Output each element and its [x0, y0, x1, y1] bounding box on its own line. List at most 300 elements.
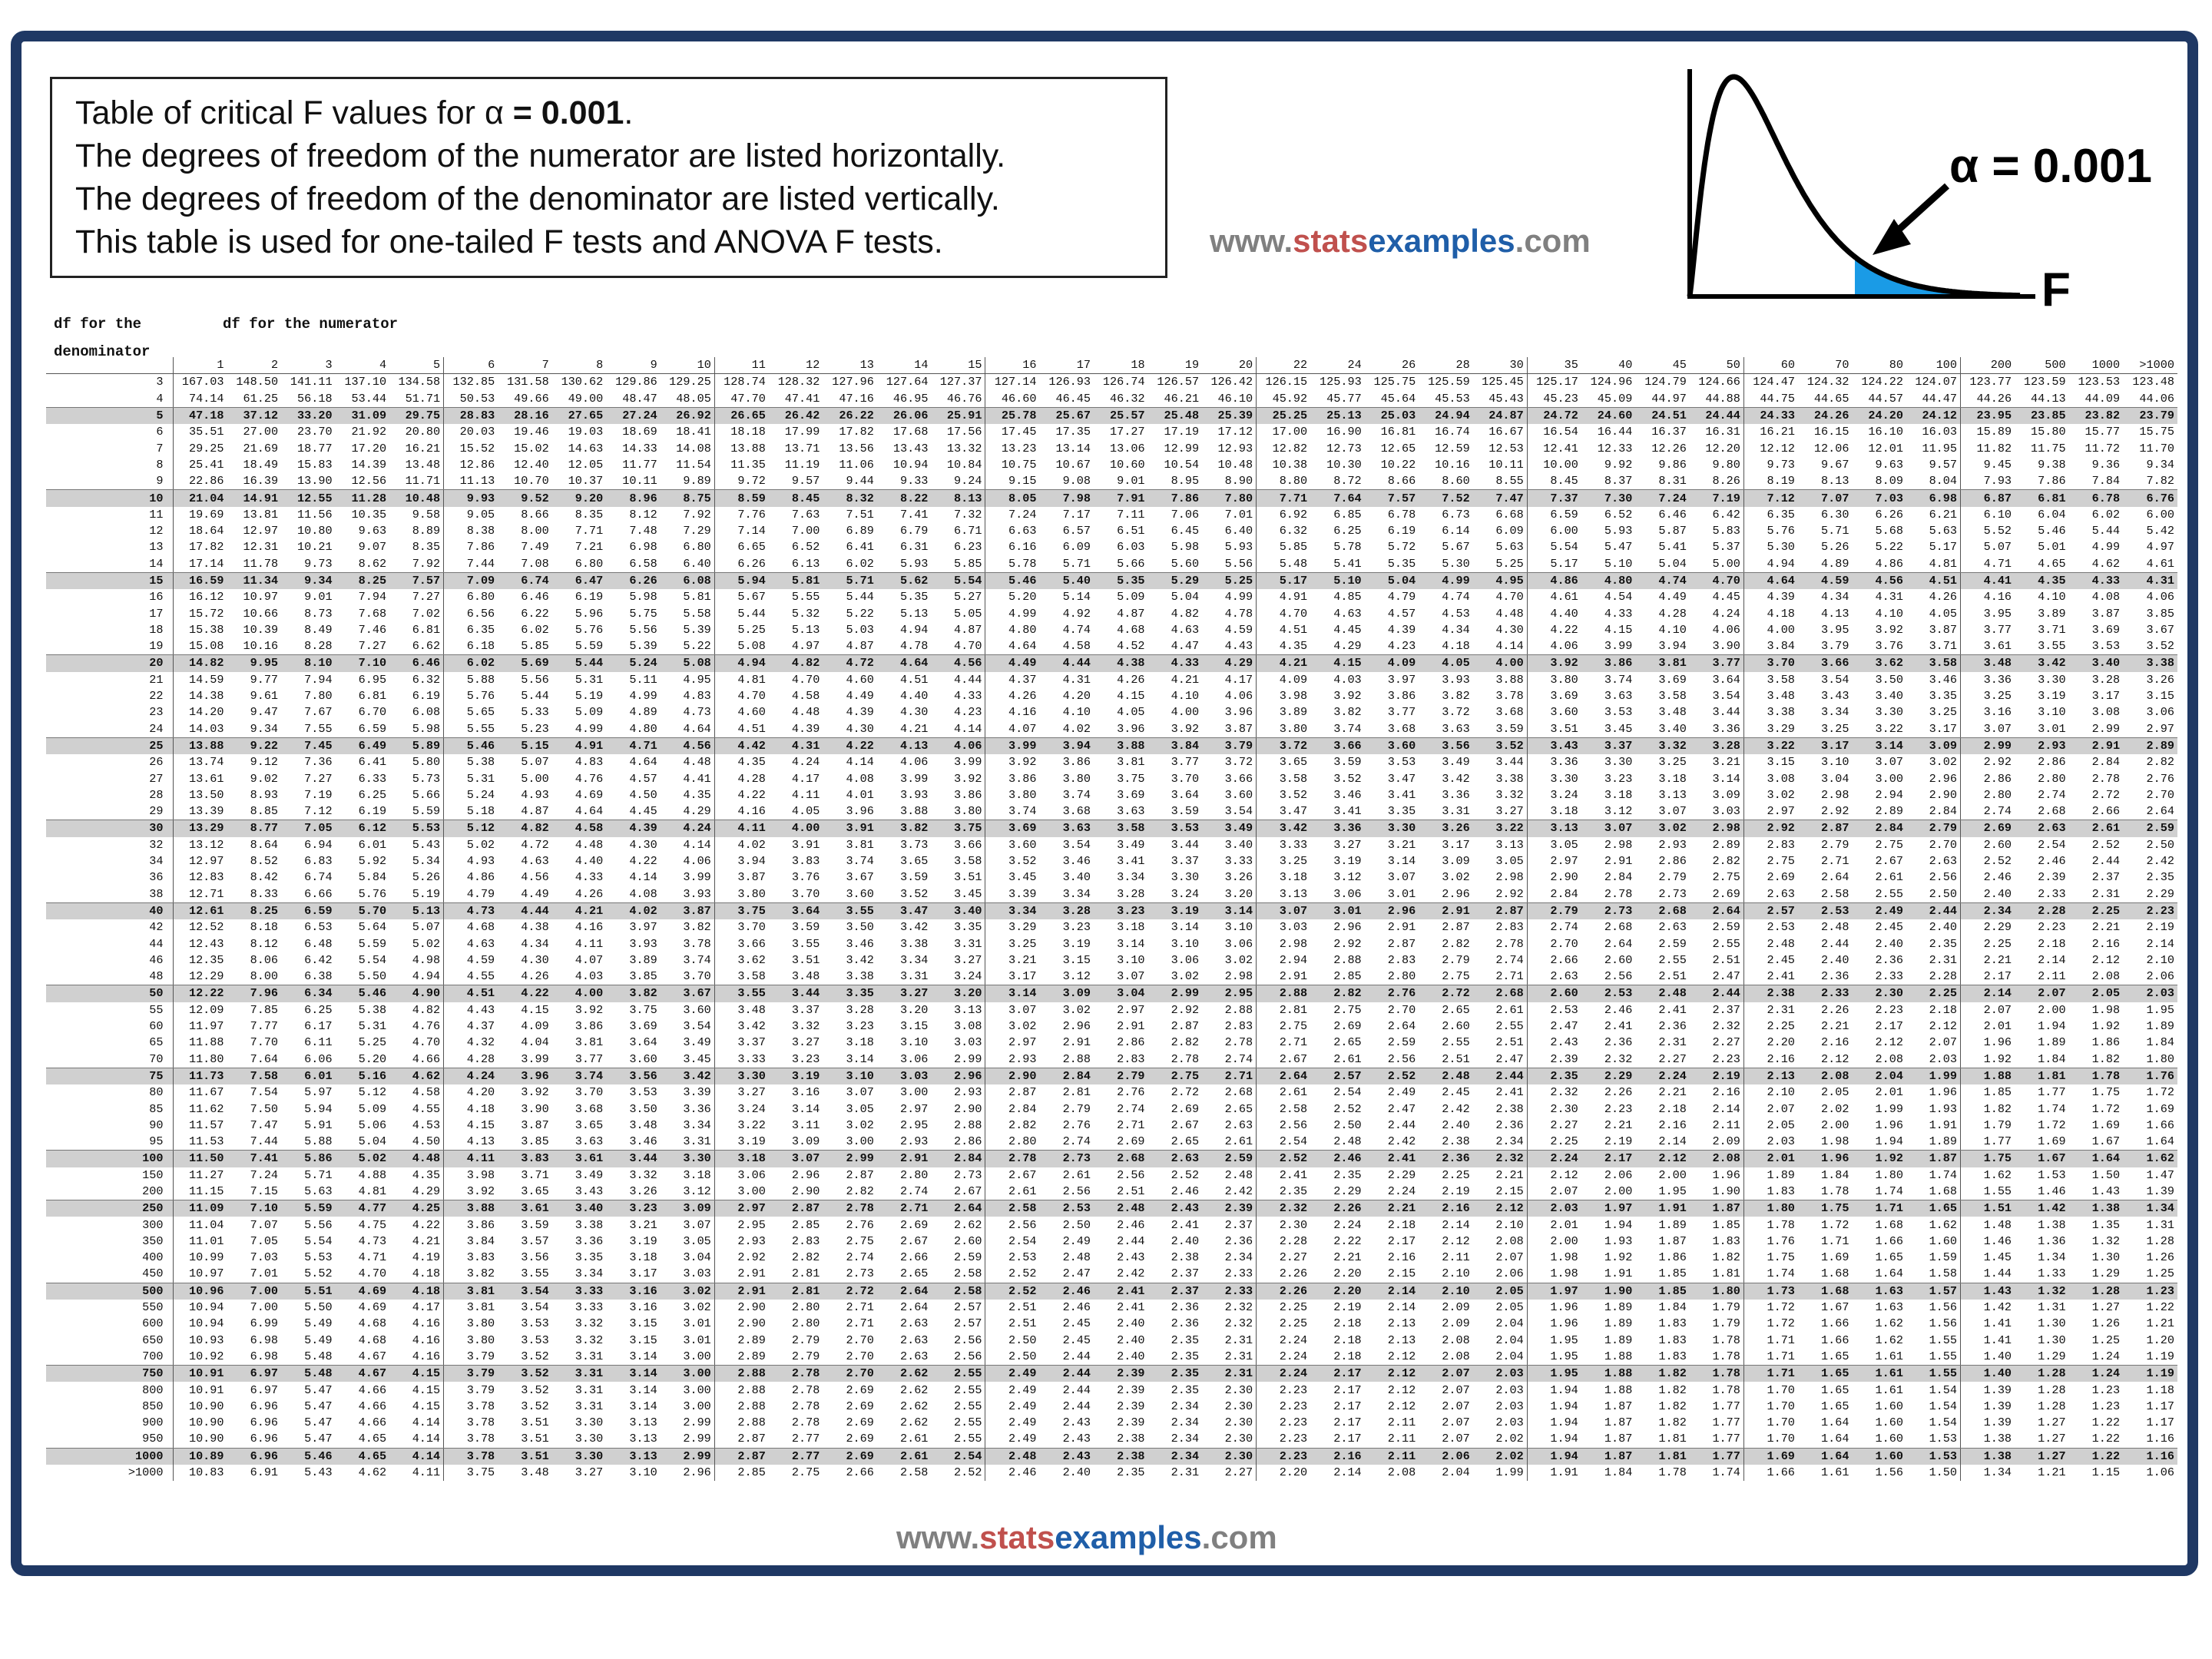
critical-value-cell: 4.33	[931, 688, 985, 704]
critical-value-cell: 2.92	[1333, 936, 1362, 951]
critical-value-cell: 4.69	[336, 1283, 390, 1300]
critical-value-cell: 3.18	[846, 1035, 874, 1050]
critical-value-cell: 12.99	[1164, 441, 1200, 455]
critical-value-cell: 1.17	[2146, 1416, 2174, 1430]
critical-value-cell: 5.97	[304, 1085, 333, 1100]
critical-value-cell: 2.56	[1581, 969, 1636, 985]
critical-value-cell: 2.43	[1062, 1416, 1091, 1430]
critical-value-cell: 2.73	[823, 1266, 877, 1283]
critical-value-cell: 12.41	[1543, 441, 1578, 455]
critical-value-cell: 2.07	[1442, 1416, 1470, 1430]
critical-value-cell: 2.18	[1658, 1101, 1687, 1116]
row-df-label: 38	[46, 886, 173, 903]
critical-value-cell: 13.90	[281, 473, 336, 490]
critical-value-cell: 3.42	[846, 952, 874, 967]
critical-value-cell: 2.52	[985, 1266, 1040, 1283]
critical-value-cell: 3.58	[714, 969, 769, 985]
critical-value-cell: 6.25	[304, 1002, 333, 1017]
critical-value-cell: 2.65	[1333, 1035, 1362, 1050]
critical-value-cell: 7.84	[2069, 473, 2124, 490]
critical-value-cell: 1.95	[1527, 1349, 1581, 1366]
critical-value-cell: 3.09	[1442, 854, 1470, 869]
website-link-top[interactable]	[1210, 223, 1591, 260]
critical-value-cell: 5.38	[358, 1002, 387, 1017]
critical-value-cell: 1.82	[1690, 1250, 1744, 1266]
table-row	[46, 1250, 2177, 1266]
critical-value-cell: 12.61	[173, 902, 227, 919]
critical-value-cell: 1.65	[1798, 1349, 1853, 1366]
critical-value-cell: 3.66	[737, 936, 766, 951]
critical-value-cell: 10.80	[297, 524, 333, 538]
critical-value-cell: 3.46	[1062, 854, 1091, 869]
critical-value-cell: 12.33	[1597, 441, 1633, 455]
critical-value-cell: 3.78	[661, 935, 715, 952]
critical-value-cell: 24.44	[1690, 407, 1744, 424]
critical-value-cell: 4.26	[1906, 589, 1961, 605]
critical-value-cell: 3.92	[1148, 721, 1203, 738]
critical-value-cell: 3.25	[1798, 721, 1853, 738]
critical-value-cell: 1.22	[2091, 1416, 2121, 1430]
critical-value-cell: 10.39	[243, 622, 279, 637]
column-df-label: 30	[1473, 357, 1528, 374]
critical-value-cell: 2.51	[1635, 969, 1690, 985]
critical-value-cell: 3.81	[1117, 755, 1145, 770]
critical-value-cell: 8.05	[985, 490, 1040, 507]
critical-value-cell: 3.94	[1635, 638, 1690, 655]
critical-value-cell: 3.52	[498, 1349, 552, 1366]
critical-value-cell: 1.66	[1821, 1333, 1849, 1347]
critical-value-cell: 3.67	[2146, 622, 2174, 637]
critical-value-cell: 7.19	[1690, 490, 1744, 507]
table-row	[46, 1068, 2177, 1084]
critical-value-cell: 12.71	[173, 886, 227, 903]
critical-value-cell: 3.14	[629, 1399, 657, 1413]
critical-value-cell: 1.33	[2015, 1266, 2069, 1283]
critical-value-cell: 3.10	[899, 1035, 929, 1050]
critical-value-cell: 3.33	[1279, 837, 1308, 852]
table-row	[46, 374, 2177, 391]
critical-value-cell: 3.96	[1094, 721, 1148, 738]
critical-value-cell: 3.09	[1906, 737, 1961, 754]
critical-value-cell: 4.51	[444, 985, 498, 1002]
critical-value-cell: 5.19	[389, 886, 444, 903]
critical-value-cell: 1.74	[2038, 1101, 2066, 1116]
critical-value-cell: 2.30	[1202, 1399, 1257, 1415]
critical-value-cell: 1.60	[1906, 1233, 1961, 1250]
critical-value-cell: 123.53	[2078, 375, 2121, 389]
critical-value-cell: 2.78	[2091, 771, 2121, 786]
critical-value-cell: 2.17	[1581, 1151, 1636, 1167]
critical-value-cell: 1.17	[2146, 1399, 2174, 1413]
critical-value-cell: 2.51	[1419, 1051, 1473, 1068]
critical-value-cell: 2.31	[1202, 1349, 1257, 1366]
critical-value-cell: 10.21	[297, 540, 333, 555]
critical-value-cell: 4.14	[629, 870, 657, 885]
critical-value-cell: 3.15	[629, 1333, 657, 1347]
critical-value-cell: 1.86	[2091, 1035, 2121, 1050]
critical-value-cell: 3.03	[877, 1068, 932, 1084]
critical-value-cell: 130.62	[561, 375, 604, 389]
critical-value-cell: 5.17	[1257, 572, 1311, 589]
critical-value-cell: 126.57	[1157, 375, 1200, 389]
critical-value-cell: 4.70	[1690, 572, 1744, 589]
critical-value-cell: 2.46	[1062, 1300, 1091, 1315]
critical-value-cell: 5.43	[389, 837, 444, 853]
critical-value-cell: 9.15	[985, 473, 1040, 490]
critical-value-cell: 8.66	[521, 507, 549, 522]
critical-value-cell: 1.22	[2069, 1448, 2124, 1465]
critical-value-cell: 5.83	[1690, 523, 1744, 539]
critical-value-cell: 6.99	[250, 1316, 279, 1331]
critical-value-cell: 2.33	[1202, 1266, 1257, 1283]
critical-value-cell: 2.95	[1202, 985, 1257, 1002]
critical-value-cell: 3.92	[931, 770, 985, 786]
critical-value-cell: 5.46	[444, 737, 498, 754]
critical-value-cell: 2.46	[1117, 1217, 1145, 1232]
critical-value-cell: 3.93	[1442, 672, 1470, 687]
critical-value-cell: 1.70	[1767, 1399, 1795, 1413]
critical-value-cell: 3.34	[1040, 886, 1094, 903]
critical-value-cell: 2.30	[1202, 1382, 1257, 1398]
critical-value-cell: 3.48	[769, 969, 823, 985]
critical-value-cell: 2.33	[1798, 985, 1853, 1002]
critical-value-cell: 2.92	[737, 1250, 766, 1265]
critical-value-cell: 3.78	[466, 1416, 495, 1430]
critical-value-cell: 8.96	[606, 490, 661, 507]
table-row	[46, 1200, 2177, 1217]
critical-value-cell: 2.23	[2123, 902, 2177, 919]
critical-value-cell: 3.18	[1604, 787, 1633, 802]
critical-value-cell: 3.25	[1983, 689, 2012, 704]
critical-value-cell: 1.98	[1527, 1266, 1581, 1283]
critical-value-cell: 4.10	[1875, 606, 1903, 621]
critical-value-cell: 3.78	[466, 1399, 495, 1413]
critical-value-cell: 2.74	[1550, 920, 1578, 935]
table-row	[46, 523, 2177, 539]
critical-value-cell: 5.22	[1875, 540, 1903, 555]
critical-value-cell: 5.70	[336, 902, 390, 919]
critical-value-cell: 3.89	[1279, 705, 1308, 720]
critical-value-cell: 3.02	[1148, 969, 1203, 985]
critical-value-cell: 3.23	[846, 1019, 874, 1034]
column-df-label: 2	[227, 357, 282, 374]
critical-value-cell: 2.95	[899, 1118, 929, 1132]
critical-value-cell: 2.43	[1040, 1448, 1094, 1465]
critical-value-cell: 10.35	[351, 507, 387, 522]
critical-value-cell: 6.71	[931, 523, 985, 539]
critical-value-cell: 3.86	[1581, 655, 1636, 672]
critical-value-cell: 3.48	[521, 1465, 549, 1480]
critical-value-cell: 2.91	[1604, 854, 1633, 869]
critical-value-cell: 5.31	[466, 771, 495, 786]
critical-value-cell: 2.80	[791, 1300, 820, 1315]
critical-value-cell: 4.74	[1062, 622, 1091, 637]
row-df-label: 900	[46, 1415, 173, 1431]
critical-value-cell: 11.75	[2031, 441, 2066, 455]
critical-value-cell: 3.45	[931, 886, 985, 903]
critical-value-cell: 1.83	[1635, 1349, 1690, 1366]
critical-value-cell: 3.49	[1442, 755, 1470, 770]
critical-value-cell: 2.76	[1365, 985, 1419, 1002]
critical-value-cell: 2.31	[1202, 1333, 1257, 1349]
critical-value-cell: 2.52	[1983, 854, 2012, 869]
critical-value-cell: 2.78	[769, 1366, 823, 1382]
critical-value-cell: 3.06	[2146, 705, 2174, 720]
critical-value-cell: 3.11	[791, 1118, 820, 1132]
critical-value-cell: 9.61	[250, 689, 279, 704]
critical-value-cell: 1.32	[2091, 1233, 2121, 1248]
critical-value-cell: 6.74	[498, 572, 552, 589]
critical-value-cell: 3.75	[629, 1002, 657, 1017]
critical-value-cell: 1.45	[1983, 1250, 2012, 1265]
critical-value-cell: 2.71	[846, 1316, 874, 1331]
critical-value-cell: 3.86	[1008, 771, 1037, 786]
critical-value-cell: 6.00	[2146, 507, 2174, 522]
critical-value-cell: 2.35	[1257, 1184, 1311, 1200]
critical-value-cell: 15.52	[459, 441, 495, 455]
critical-value-cell: 4.39	[1387, 622, 1416, 637]
critical-value-cell: 5.20	[1008, 590, 1037, 604]
critical-value-cell: 2.04	[1473, 1333, 1528, 1349]
critical-value-cell: 5.09	[1117, 590, 1145, 604]
critical-value-cell: 9.24	[931, 473, 985, 490]
critical-value-cell: 7.50	[250, 1101, 279, 1116]
critical-value-cell: 4.74	[1635, 572, 1690, 589]
critical-value-cell: 4.65	[2015, 556, 2069, 573]
critical-value-cell: 1.81	[1690, 1266, 1744, 1283]
critical-value-cell: 4.14	[389, 1415, 444, 1431]
critical-value-cell: 2.50	[1333, 1118, 1362, 1132]
critical-value-cell: 2.17	[1333, 1399, 1362, 1413]
critical-value-cell: 8.85	[227, 803, 282, 820]
critical-value-cell: 1.64	[1798, 1448, 1853, 1465]
critical-value-cell: 3.17	[1906, 721, 1961, 738]
table-row	[46, 1465, 2177, 1481]
critical-value-cell: 4.80	[1008, 622, 1037, 637]
critical-value-cell: 3.90	[521, 1101, 549, 1116]
critical-value-cell: 10.67	[1055, 457, 1091, 472]
critical-value-cell: 3.19	[1062, 936, 1091, 951]
critical-value-cell: 6.25	[1333, 524, 1362, 538]
critical-value-cell: 1.95	[1550, 1333, 1578, 1347]
critical-value-cell: 1.38	[1961, 1431, 2015, 1448]
critical-value-cell: 10.94	[188, 1316, 224, 1331]
critical-value-cell: 4.45	[1333, 622, 1362, 637]
critical-value-cell: 2.14	[1442, 1217, 1470, 1232]
critical-value-cell: 2.43	[1040, 1431, 1094, 1448]
table-row	[46, 969, 2177, 985]
critical-value-cell: 9.22	[227, 737, 282, 754]
critical-value-cell: 2.78	[791, 1416, 820, 1430]
critical-value-cell: 2.40	[1442, 1118, 1470, 1132]
critical-value-cell: 27.24	[606, 407, 661, 424]
critical-value-cell: 7.92	[389, 556, 444, 573]
critical-value-cell: 5.98	[629, 590, 657, 604]
critical-value-cell: 3.41	[1310, 803, 1365, 820]
critical-value-cell: 2.91	[877, 1151, 932, 1167]
critical-value-cell: 3.59	[1333, 755, 1362, 770]
critical-value-cell: 8.35	[389, 539, 444, 555]
critical-value-cell: 2.68	[1473, 985, 1528, 1002]
critical-value-cell: 2.93	[877, 1134, 932, 1151]
critical-value-cell: 3.62	[737, 952, 766, 967]
critical-value-cell: 46.45	[1040, 391, 1094, 408]
critical-value-cell: 3.09	[1690, 787, 1744, 803]
column-df-label: 22	[1257, 357, 1311, 374]
critical-value-cell: 2.27	[1690, 1035, 1744, 1051]
critical-value-cell: 15.75	[2139, 425, 2174, 439]
critical-value-cell: 4.34	[1821, 590, 1849, 604]
critical-value-cell: 3.28	[1040, 902, 1094, 919]
critical-value-cell: 4.94	[899, 622, 929, 637]
critical-value-cell: 3.69	[1658, 672, 1687, 687]
critical-value-cell: 3.24	[931, 969, 985, 985]
critical-value-cell: 10.22	[1380, 457, 1416, 472]
critical-value-cell: 129.25	[661, 374, 715, 391]
critical-value-cell: 3.94	[1040, 737, 1094, 754]
critical-value-cell: 8.10	[281, 655, 336, 672]
critical-value-cell: 7.86	[1148, 490, 1203, 507]
critical-value-cell: 8.28	[281, 638, 336, 655]
critical-value-cell: 4.44	[498, 902, 552, 919]
critical-value-cell: 3.06	[1202, 935, 1257, 952]
critical-value-cell: 3.70	[1743, 655, 1798, 672]
row-df-label: 19	[46, 638, 173, 655]
row-df-label: 750	[46, 1366, 173, 1382]
critical-value-cell: 2.31	[1171, 1465, 1200, 1480]
critical-value-cell: 2.19	[1333, 1300, 1362, 1315]
critical-value-cell: 7.98	[1040, 490, 1094, 507]
critical-value-cell: 6.32	[1279, 524, 1308, 538]
critical-value-cell: 2.67	[1257, 1051, 1311, 1068]
critical-value-cell: 2.56	[1008, 1217, 1037, 1232]
critical-value-cell: 2.37	[1202, 1217, 1257, 1233]
critical-value-cell: 5.55	[444, 721, 498, 738]
critical-value-cell: 7.86	[2015, 473, 2069, 490]
critical-value-cell: 3.43	[552, 1184, 607, 1200]
critical-value-cell: 3.54	[498, 1283, 552, 1300]
critical-value-cell: 2.27	[1279, 1250, 1308, 1265]
critical-value-cell: 5.23	[498, 721, 552, 738]
critical-value-cell: 5.94	[714, 572, 769, 589]
critical-value-cell: 3.46	[846, 936, 874, 951]
critical-value-cell: 3.20	[899, 1002, 929, 1017]
critical-value-cell: 2.90	[1550, 870, 1578, 885]
critical-value-cell: 3.41	[1387, 787, 1416, 802]
critical-value-cell: 1.81	[1635, 1448, 1690, 1465]
critical-value-cell: 3.42	[2015, 655, 2069, 672]
critical-value-cell: 5.49	[304, 1333, 333, 1347]
alpha-value: = 0.001	[503, 94, 624, 131]
row-df-label: 36	[46, 869, 173, 886]
critical-value-cell: 2.57	[1743, 902, 1798, 919]
critical-value-cell: 3.47	[877, 902, 932, 919]
critical-value-cell: 7.41	[227, 1151, 282, 1167]
critical-value-cell: 1.23	[2123, 1283, 2177, 1300]
critical-value-cell: 3.53	[521, 1333, 549, 1347]
critical-value-cell: 8.25	[227, 902, 282, 919]
critical-value-cell: 3.54	[1062, 837, 1091, 852]
critical-value-cell: 4.40	[899, 689, 929, 704]
critical-value-cell: 3.04	[1094, 985, 1148, 1002]
critical-value-cell: 3.83	[498, 1151, 552, 1167]
critical-value-cell: 3.13	[1527, 820, 1581, 837]
critical-value-cell: 3.17	[606, 1266, 661, 1283]
critical-value-cell: 2.92	[1743, 820, 1798, 837]
critical-value-cell: 7.63	[791, 507, 820, 522]
critical-value-cell: 2.42	[1094, 1266, 1148, 1283]
critical-value-cell: 1.64	[2123, 1134, 2177, 1151]
critical-value-cell: 6.18	[444, 638, 498, 655]
critical-value-cell: 3.58	[931, 853, 985, 869]
critical-value-cell: 3.01	[661, 1333, 715, 1349]
critical-value-cell: 3.89	[2038, 606, 2066, 621]
critical-value-cell: 3.84	[1148, 737, 1203, 754]
critical-value-cell: 9.67	[1821, 457, 1849, 472]
critical-value-cell: 6.98	[629, 540, 657, 555]
critical-value-cell: 1.72	[1821, 1217, 1849, 1232]
critical-value-cell: 10.66	[243, 606, 279, 621]
critical-value-cell: 3.81	[1635, 655, 1690, 672]
critical-value-cell: 4.99	[2091, 540, 2121, 555]
critical-value-cell: 3.28	[2091, 672, 2121, 687]
critical-value-cell: 2.64	[931, 1200, 985, 1217]
critical-value-cell: 16.67	[1473, 424, 1528, 440]
critical-value-cell: 14.82	[173, 655, 227, 672]
critical-value-cell: 3.13	[1658, 787, 1687, 802]
critical-value-cell: 126.15	[1265, 375, 1308, 389]
critical-value-cell: 2.96	[931, 1068, 985, 1084]
critical-value-cell: 3.42	[737, 1019, 766, 1034]
critical-value-cell: 2.25	[1906, 985, 1961, 1002]
critical-value-cell: 2.79	[1527, 902, 1581, 919]
critical-value-cell: 5.71	[1821, 524, 1849, 538]
critical-value-cell: 4.48	[1473, 605, 1528, 621]
critical-value-cell: 3.82	[661, 919, 715, 935]
critical-value-cell: 2.53	[1040, 1200, 1094, 1217]
website-link-bottom[interactable]	[896, 1519, 1277, 1556]
critical-value-cell: 5.20	[336, 1051, 390, 1068]
critical-value-cell: 5.47	[304, 1399, 333, 1413]
critical-value-cell: 3.27	[575, 1465, 604, 1480]
table-row	[46, 721, 2177, 738]
table-row	[46, 507, 2177, 523]
critical-value-cell: 4.15	[389, 1382, 444, 1398]
critical-value-cell: 2.35	[1148, 1366, 1203, 1382]
table-row	[46, 787, 2177, 803]
table-row	[46, 424, 2177, 440]
critical-value-cell: 4.21	[1171, 672, 1200, 687]
critical-value-cell: 7.49	[521, 540, 549, 555]
critical-value-cell: 2.24	[1365, 1184, 1419, 1200]
critical-value-cell: 126.74	[1102, 375, 1145, 389]
critical-value-cell: 1.91	[1635, 1200, 1690, 1217]
critical-value-cell: 2.66	[846, 1465, 874, 1480]
critical-value-cell: 5.47	[304, 1382, 333, 1397]
critical-value-cell: 3.40	[1635, 721, 1690, 738]
critical-value-cell: 7.30	[1581, 490, 1636, 507]
critical-value-cell: 3.60	[823, 886, 877, 903]
critical-value-cell: 4.63	[521, 854, 549, 869]
critical-value-cell: 2.41	[1094, 1283, 1148, 1300]
critical-value-cell: 1.43	[1961, 1283, 2015, 1300]
description-line-4: This table is used for one-tailed F tests and ANOVA F tests.	[75, 224, 943, 260]
critical-value-cell: 44.47	[1906, 391, 1961, 408]
critical-value-cell: 4.21	[389, 1233, 444, 1250]
critical-value-cell: 3.42	[1442, 771, 1470, 786]
critical-value-cell: 134.58	[389, 374, 444, 391]
critical-value-cell: 4.81	[336, 1184, 390, 1200]
